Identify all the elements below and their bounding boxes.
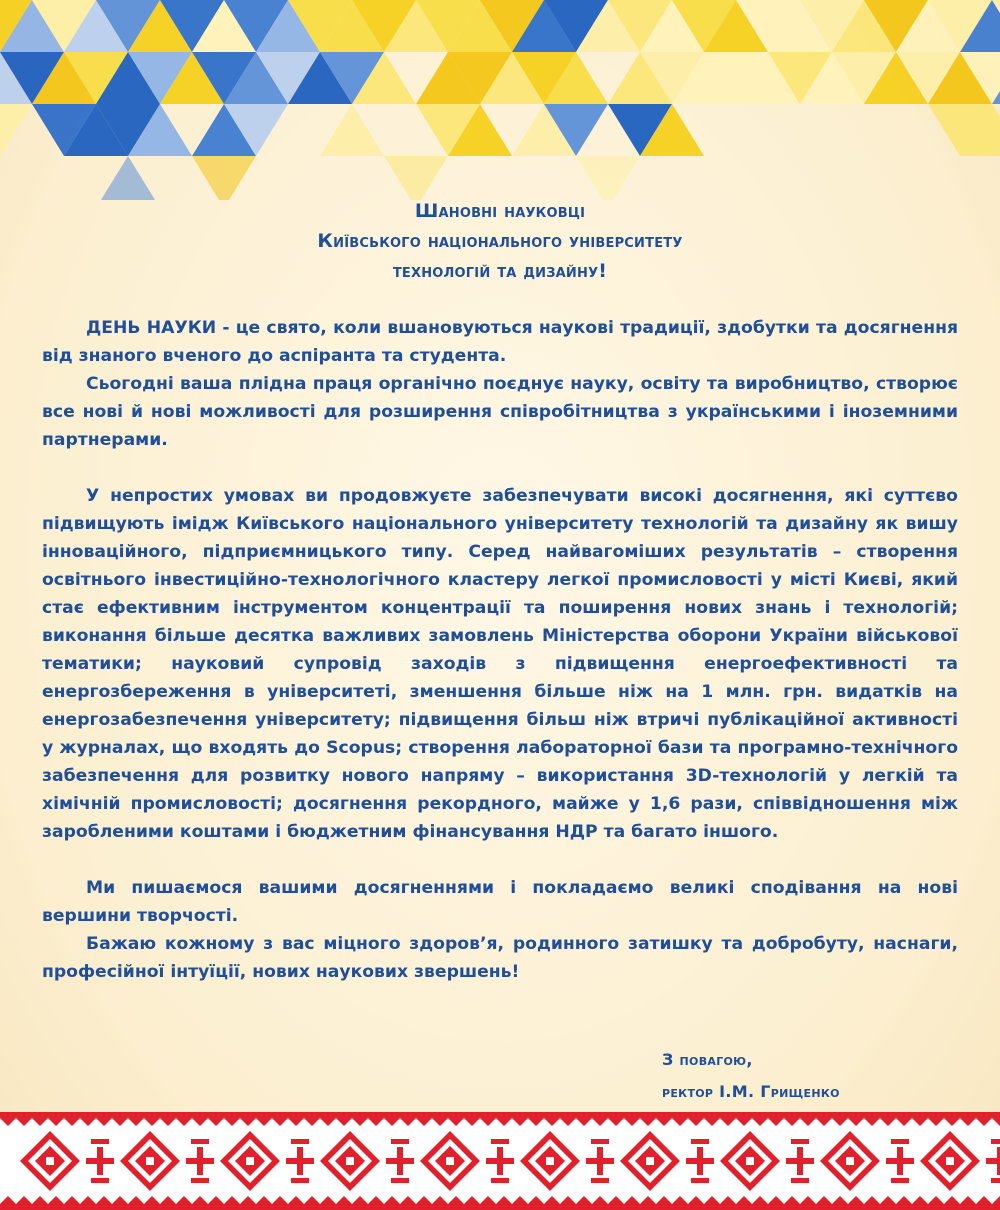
ornament-cross-horizontal bbox=[286, 1158, 314, 1164]
ornament-diamond-center bbox=[846, 1157, 854, 1165]
ornament-cross-horizontal bbox=[186, 1158, 214, 1164]
ornament-cross-horizontal bbox=[586, 1158, 614, 1164]
mosaic-triangle bbox=[192, 156, 256, 200]
ornament-diamond-center bbox=[146, 1157, 154, 1165]
paragraph-spacer bbox=[42, 454, 958, 482]
signature-block bbox=[662, 1044, 840, 1108]
paragraph-today: Сьогодні ваша плідна праця органічно поєднує науку, освіту та виробництво, створює все нові й нові можливості для розширення співробітництва з українськими і іноземними партнерами. bbox=[42, 374, 958, 450]
ornament-diamond-center bbox=[346, 1157, 354, 1165]
ornament-top-band bbox=[0, 1112, 1000, 1118]
ornament-cross-cap-top bbox=[891, 1139, 909, 1144]
paragraph-achievements: У непростих умовах ви продовжуєте забезпечувати високі досягнення, які суттєво підвищують імідж Київського національного університету технологій та дизайну як вишу інноваційного, підприємницького типу. Серед найвагоміших результатів – створення освітнього інвестиційно-технологічного кластеру легкої промисловості у місті Києві, який стає ефективним інструментом концентрації та поширення нових знань і технологій; виконання більше десятка важливих замовлень Міністерства оборони України військової тематики; науковий супровід заходів з підвищення енергоефективності та енергозбереження в університеті, зменшення більше ніж на 1 млн. грн. видатків на енергозабезпечення університету; підвищення більш ніж втричі публікаційної активності у журналах, що входять до Scopus; створення лабораторної бази та програмно-технічного забезпечення для розвитку нового напряму – використання 3D-технологій у легкій та хімічній промисловості; досягнення рекордного, майже у 1,6 рази, співвідношення між заробленими коштами і бюджетним фінансування НДР та багато іншого. bbox=[42, 486, 958, 842]
ornament-cross-cap-bottom bbox=[791, 1178, 809, 1183]
ornament-cross-cap-bottom bbox=[991, 1178, 1000, 1183]
embroidery-ornament-border bbox=[0, 1112, 1000, 1210]
title-line-2: Київського національного університету bbox=[317, 230, 683, 252]
ornament-cross-cap-bottom bbox=[91, 1178, 109, 1183]
ornament-cross-cap-top bbox=[91, 1139, 109, 1144]
ornament-cross-cap-bottom bbox=[691, 1178, 709, 1183]
letter-title bbox=[0, 196, 1000, 286]
ornament-cross-horizontal bbox=[886, 1158, 914, 1164]
triangle-mosaic-decoration bbox=[0, 0, 1000, 200]
mosaic-triangle bbox=[96, 156, 160, 200]
ornament-diamond-center bbox=[446, 1157, 454, 1165]
ornament-cross-cap-top bbox=[591, 1139, 609, 1144]
ornament-diamond-center bbox=[546, 1157, 554, 1165]
mosaic-triangle bbox=[0, 104, 32, 156]
ornament-cross-cap-top bbox=[691, 1139, 709, 1144]
ornament-cross-cap-bottom bbox=[291, 1178, 309, 1183]
ornament-cross-cap-top bbox=[991, 1139, 1000, 1144]
ornament-cross-horizontal bbox=[686, 1158, 714, 1164]
ornament-diamond-center bbox=[646, 1157, 654, 1165]
ornament-cross-cap-top bbox=[791, 1139, 809, 1144]
ornament-cross-cap-bottom bbox=[391, 1178, 409, 1183]
ornament-cross-horizontal bbox=[86, 1158, 114, 1164]
ornament-cross-cap-top bbox=[191, 1139, 209, 1144]
ornament-cross-horizontal bbox=[386, 1158, 414, 1164]
ornament-cross-cap-bottom bbox=[191, 1178, 209, 1183]
title-line-3: технологій та дизайну! bbox=[392, 260, 608, 282]
ornament-diamond-center bbox=[46, 1157, 54, 1165]
ornament-diamond-center bbox=[946, 1157, 954, 1165]
ornament-cross-horizontal bbox=[786, 1158, 814, 1164]
mosaic-triangle bbox=[576, 156, 640, 200]
ornament-cross-cap-bottom bbox=[591, 1178, 609, 1183]
ornament-cross-cap-bottom bbox=[491, 1178, 509, 1183]
ornament-diamond-center bbox=[246, 1157, 254, 1165]
ornament-cross-cap-top bbox=[391, 1139, 409, 1144]
signature-name: ректор І.М. Грищенко bbox=[662, 1082, 840, 1101]
paragraph-day-of-science: ДЕНЬ НАУКИ - це свято, коли вшановуються наукові традиції, здобутки та досягнення від знаного вченого до аспіранта та студента. bbox=[42, 318, 958, 366]
paragraph-proud: Ми пишаємося вашими досягненнями і покладаємо великі сподівання на нові вершини творчості. bbox=[42, 878, 958, 926]
ornament-cross-horizontal bbox=[486, 1158, 514, 1164]
ornament-bottom-band bbox=[0, 1204, 1000, 1210]
paragraph-spacer bbox=[42, 846, 958, 874]
signature-closing: З повагою, bbox=[662, 1050, 753, 1069]
ornament-diamond-center bbox=[746, 1157, 754, 1165]
title-line-1: Шановні науковці bbox=[414, 200, 586, 222]
letter-body bbox=[42, 314, 958, 986]
ornament-cross-cap-top bbox=[491, 1139, 509, 1144]
ornament-cross-cap-bottom bbox=[891, 1178, 909, 1183]
paragraph-wishes: Бажаю кожному з вас міцного здоров’я, родинного затишку та добробуту, наснаги, професійної інтуїції, нових наукових звершень! bbox=[42, 934, 958, 982]
ornament-cross-cap-top bbox=[291, 1139, 309, 1144]
mosaic-triangle bbox=[384, 156, 448, 200]
ornament-cross-horizontal bbox=[986, 1158, 1000, 1164]
mosaic-triangle bbox=[320, 104, 384, 156]
